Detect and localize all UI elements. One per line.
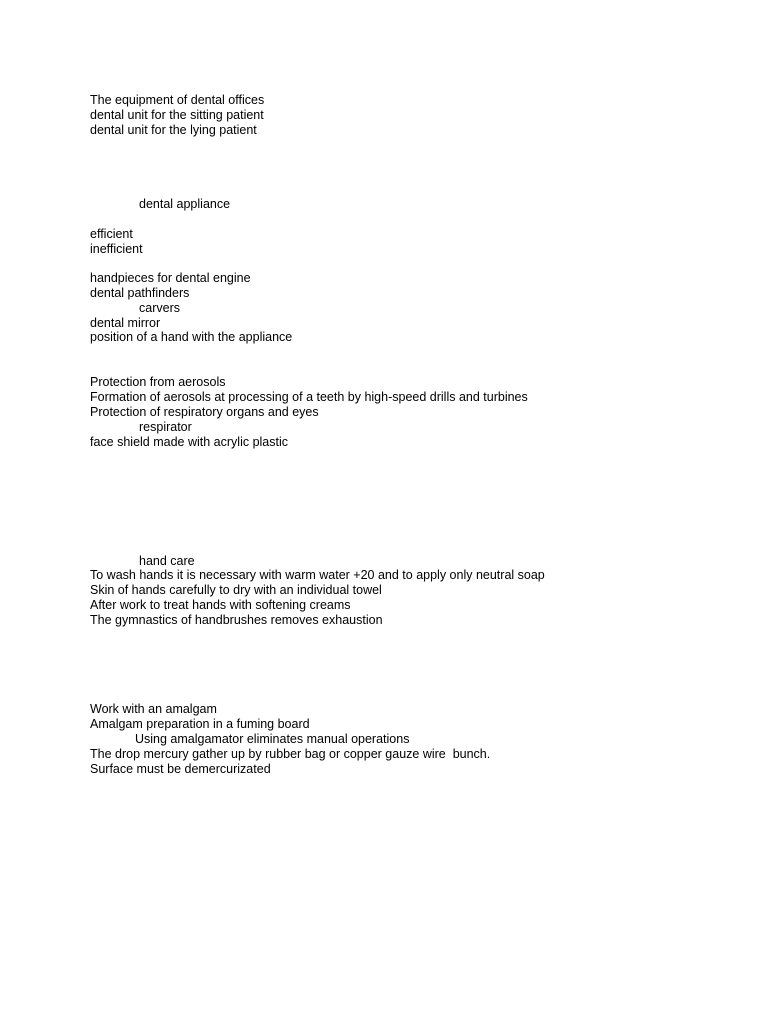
tool-mirror: dental mirror	[90, 316, 161, 330]
tool-hand-position: position of a hand with the appliance	[90, 330, 293, 344]
aerosols-respirator: respirator	[139, 420, 192, 434]
appliance-inefficient: inefficient	[90, 242, 143, 256]
equipment-item-sitting: dental unit for the sitting patient	[90, 108, 264, 122]
amalgam-mercury-gather: The drop mercury gather up by rubber bag or copper gauze wire bunch.	[90, 747, 491, 761]
aerosols-title: Protection from aerosols	[90, 375, 226, 389]
appliance-heading: dental appliance	[139, 197, 231, 211]
hand-care-creams: After work to treat hands with softening creams	[90, 598, 351, 612]
equipment-item-lying: dental unit for the lying patient	[90, 123, 257, 137]
equipment-title: The equipment of dental offices	[90, 93, 265, 107]
tool-handpieces: handpieces for dental engine	[90, 271, 251, 285]
aerosols-face-shield: face shield made with acrylic plastic	[90, 435, 288, 449]
appliance-efficient: efficient	[90, 227, 133, 241]
aerosols-respiratory-protection: Protection of respiratory organs and eyes	[90, 405, 319, 419]
amalgam-demercurizated: Surface must be demercurizated	[90, 762, 271, 776]
hand-care-wash: To wash hands it is necessary with warm water +20 and to apply only neutral soap	[90, 568, 545, 582]
hand-care-gymnastics: The gymnastics of handbrushes removes exhaustion	[90, 613, 383, 627]
amalgam-fuming-board: Amalgam preparation in a fuming board	[90, 717, 310, 731]
amalgam-title: Work with an amalgam	[90, 702, 217, 716]
amalgam-amalgamator: Using amalgamator eliminates manual operations	[135, 732, 410, 746]
hand-care-dry: Skin of hands carefully to dry with an individual towel	[90, 583, 382, 597]
tool-carvers: carvers	[139, 301, 180, 315]
aerosols-formation: Formation of aerosols at processing of a teeth by high-speed drills and turbines	[90, 390, 528, 404]
hand-care-heading: hand care	[139, 554, 195, 568]
tool-pathfinders: dental pathfinders	[90, 286, 190, 300]
